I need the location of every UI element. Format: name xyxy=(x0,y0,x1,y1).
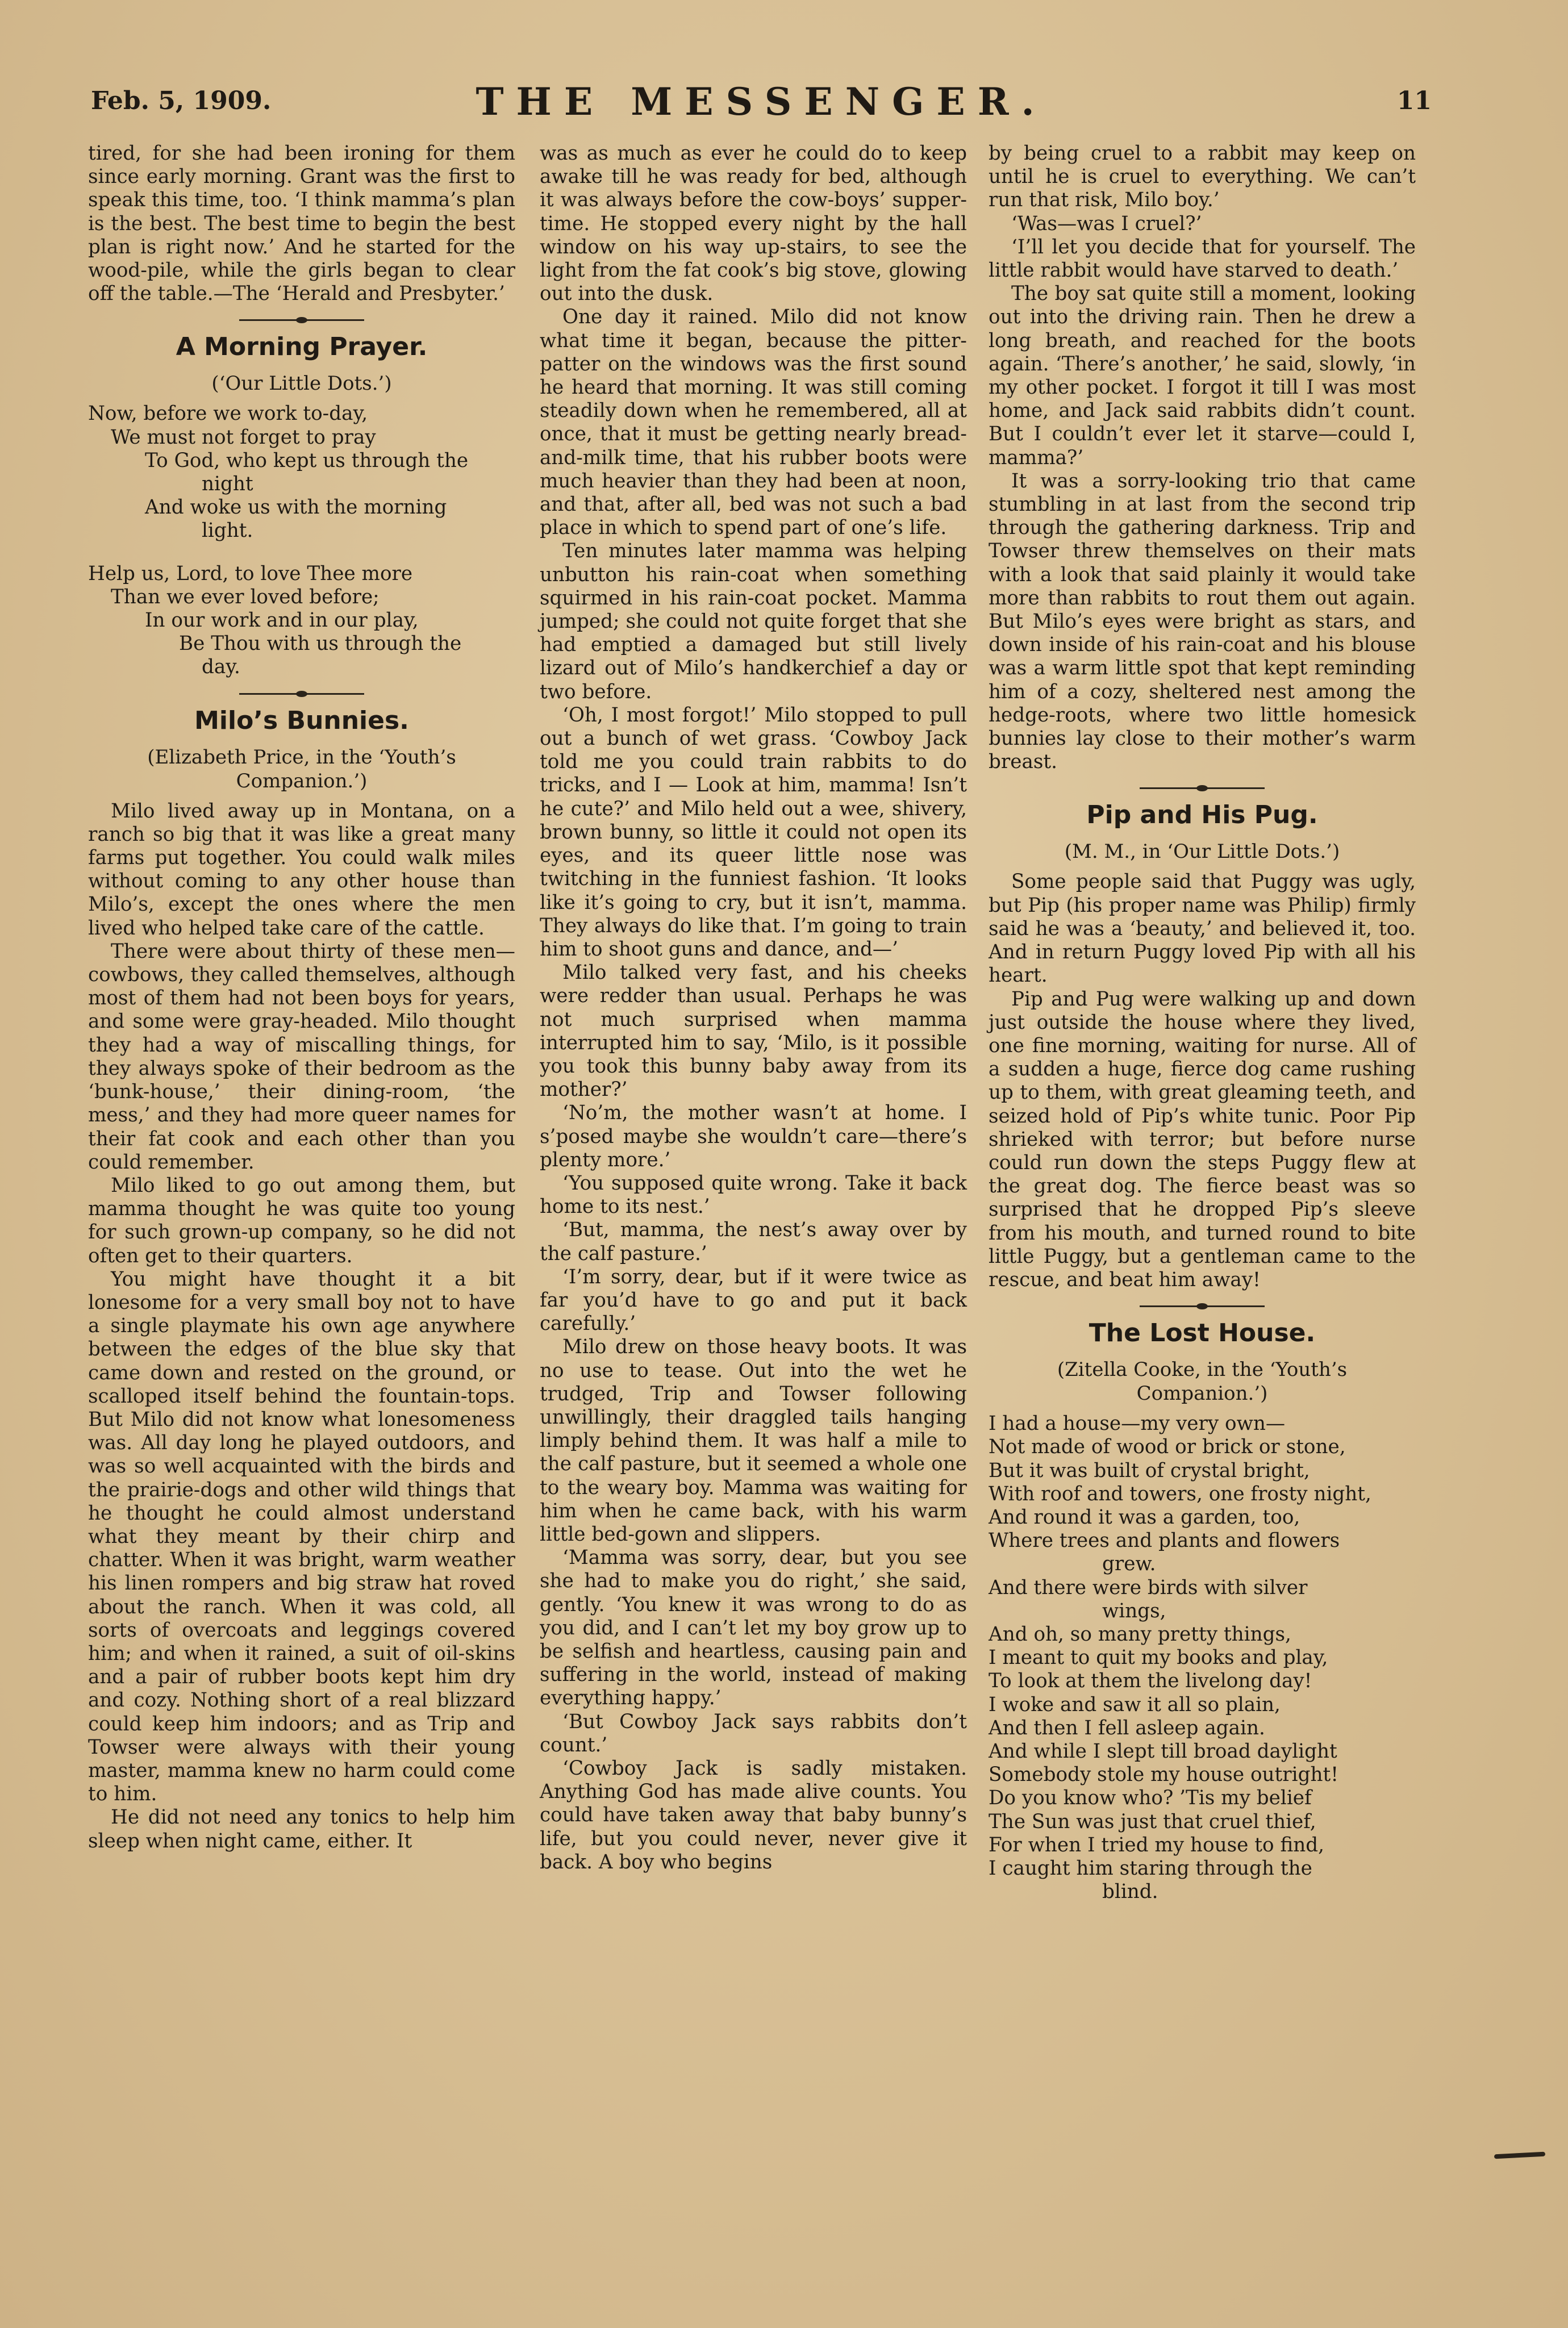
poem-line: In our work and in our play, xyxy=(145,609,419,632)
paragraph: Milo talked very fast, and his cheeks were redder than usual. Perhaps he was not much surprised when mamma interrupted him to say, ‘Milo, is it possible you took this bunny baby away from its mother?’ xyxy=(540,961,967,1102)
article-source: (Elizabeth Price, in the ‘Youth’s Companion.’) xyxy=(147,745,456,792)
poem-line: wings, xyxy=(1102,1599,1166,1622)
poem-line: Than we ever loved before; xyxy=(111,585,380,608)
poem-line: blind. xyxy=(1102,1880,1158,1904)
article-title-morning-prayer: A Morning Prayer. xyxy=(176,332,428,362)
column-3 xyxy=(989,142,1416,1904)
section-divider xyxy=(239,316,364,324)
article-source: (Zitella Cooke, in the ‘Youth’s Companion.’) xyxy=(1057,1358,1348,1405)
poem-line: Be Thou with us through the xyxy=(179,632,462,656)
poem-line: Do you know who? ’Tis my belief xyxy=(989,1787,1312,1810)
poem-line: Help us, Lord, to love Thee more xyxy=(88,562,413,585)
poem-line: I meant to quit my books and play, xyxy=(989,1646,1328,1670)
stanza-gap xyxy=(88,543,515,562)
poem-line: Somebody stole my house outright! xyxy=(989,1763,1338,1787)
paragraph: was as much as ever he could do to keep awake till he was ready for bed, although it was always before the cow-boys’ supper-time. He stopped every night by the hall window on his way up-stairs, to see the light from the fat cook’s big stove, glowing out into the dusk. xyxy=(540,142,967,306)
paragraph: ‘Mamma was sorry, dear, but you see she had to make you do right,’ she said, gently. ‘You knew it was wrong to do as you did, and I can’t let my boy grow up to be selfish and heartless, causing pain and suffering in the world, instead of making everything happy.’ xyxy=(540,1546,967,1710)
poem-line: And oh, so many pretty things, xyxy=(989,1622,1291,1646)
poem-line: And round it was a garden, too, xyxy=(989,1505,1300,1529)
poem-line: For when I tried my house to find, xyxy=(989,1833,1325,1856)
paragraph: It was a sorry-looking trio that came stumbling in at last from the second trip through the gathering darkness. Trip and Towser threw themselves on their mats with a look that said plainly it would take more than rabbits to rout them out again. But Milo’s eyes were bright as stars, and down inside of his rain-coat and his blouse was a warm little spot that kept reminding him of a cozy, sheltered nest among the hedge-roots, where two little homesick bunnies lay close to their mother’s warm breast. xyxy=(989,469,1416,774)
poem-line: Now, before we work to-day, xyxy=(88,402,368,425)
poem-line: The Sun was just that cruel thief, xyxy=(989,1810,1316,1833)
article-source: (M. M., in ‘Our Little Dots.’) xyxy=(1064,840,1340,863)
paragraph: Some people said that Puggy was ugly, but Pip (his proper name was Philip) firmly said he was a ‘beauty,’ and believed it, too. And in return Puggy loved Pip with all his heart. xyxy=(989,870,1416,987)
column-1 xyxy=(88,142,515,1853)
paragraph: You might have thought it a bit lonesome for a very small boy not to have a single playmate his own age anywhere between the edges of the blue sky that came down and rested on the ground, or scalloped itself behind the fountain-tops. But Milo did not know what lonesomeness was. All day long he played outdoors, and was so well acquainted with the birds and the prairie-dogs and other wild things that he thought he could almost understand what they meant by their chirp and chatter. When it was bright, warm weather his linen rompers and big straw hat roved about the ranch. When it was cold, all sorts of overcoats and leggings covered him; and when it rained, a suit of oil-skins and a pair of rubber boots kept him dry and cozy. Nothing short of a real blizzard could keep him indoors; and as Trip and Towser were always with their young master, mamma knew no harm could come to him. xyxy=(88,1267,515,1806)
poem-line: Where trees and plants and flowers xyxy=(989,1529,1340,1553)
end-dash-mark xyxy=(1494,2152,1545,2159)
section-divider xyxy=(1140,784,1265,792)
article-title-milos-bunnies: Milo’s Bunnies. xyxy=(194,706,409,735)
poem-line: I woke and saw it all so plain, xyxy=(989,1693,1281,1716)
poem-line: To God, who kept us through the xyxy=(145,449,469,472)
poem-line: grew. xyxy=(1102,1553,1156,1576)
article-title-the-lost-house: The Lost House. xyxy=(1089,1319,1316,1348)
paragraph: Milo drew on those heavy boots. It was no use to tease. Out into the wet he trudged, Trip and Towser following unwillingly, their draggled tails hanging limply behind them. It was half a mile to the calf pasture, but it seemed a whole one to the weary boy. Mamma was waiting for him when he came back, with his warm little bed-gown and slippers. xyxy=(540,1336,967,1546)
poem-line: With roof and towers, one frosty night, xyxy=(989,1482,1371,1505)
poem-line: I had a house—my very own— xyxy=(989,1412,1286,1436)
paragraph: by being cruel to a rabbit may keep on until he is cruel to everything. We can’t run that risk, Milo boy.’ xyxy=(989,142,1416,212)
paragraph: Milo lived away up in Montana, on a ranch so big that it was like a great many farms put together. You could walk miles without coming to any other house than Milo’s, except the ones where the men lived who helped take care of the cattle. xyxy=(88,799,515,940)
section-divider xyxy=(239,690,364,698)
poem-line: I caught him staring through the xyxy=(989,1857,1312,1880)
poem-line: light. xyxy=(202,519,253,543)
paragraph: ‘Was—was I cruel?’ xyxy=(1011,212,1202,235)
article-title-pip-and-his-pug: Pip and His Pug. xyxy=(1086,800,1318,830)
paragraph: ‘You supposed quite wrong. Take it back home to its nest.’ xyxy=(540,1171,967,1219)
paragraph: ‘Cowboy Jack is sadly mistaken. Anything God has made alive counts. You could have taken away that baby bunny’s life, but you could never, never give it back. A boy who begins xyxy=(540,1757,967,1874)
issue-date: Feb. 5, 1909. xyxy=(91,86,272,115)
poem-line: And woke us with the morning xyxy=(145,496,447,519)
column-2 xyxy=(540,142,967,1874)
page-number: 11 xyxy=(1396,86,1432,115)
paragraph: tired, for she had been ironing for them since early morning. Grant was the first to speak this time, too. ‘I think mamma’s plan is the best. The best time to begin the best plan is right now.’ And he started for the wood-pile, while the girls began to clear off the table.—The ‘Herald and Presbyter.’ xyxy=(88,142,515,306)
paragraph: ‘I’m sorry, dear, but if it were twice as far you’d have to go and put it back carefully.’ xyxy=(540,1265,967,1336)
paragraph: The boy sat quite still a moment, looking out into the driving rain. Then he drew a long breath, and reached for the boots again. ‘There’s another,’ he said, slowly, ‘in my other pocket. I forgot it till I was most home, and Jack said rabbits didn’t count. But I couldn’t ever let it starve—could I, mamma?’ xyxy=(989,282,1416,469)
poem-line: And then I fell asleep again. xyxy=(989,1716,1265,1739)
poem-line: Not made of wood or brick or stone, xyxy=(989,1436,1346,1459)
paragraph: ‘I’ll let you decide that for yourself. The little rabbit would have starved to death.’ xyxy=(989,235,1416,282)
paragraph: There were about thirty of these men—cowbows, they called themselves, although most of them had not been boys for years, and some were gray-headed. Milo thought they had a way of miscalling things, for they always spoke of their bedroom as the ‘bunk-house,’ their dining-room, ‘the mess,’ and they had more queer names for their fat cook and each other than you could remember. xyxy=(88,940,515,1174)
poem-line: We must not forget to pray xyxy=(111,425,376,449)
poem-the-lost-house xyxy=(989,1412,1416,1904)
poem-line: night xyxy=(202,473,253,496)
poem-line: But it was built of crystal bright, xyxy=(989,1459,1310,1482)
paragraph: ‘But Cowboy Jack says rabbits don’t count.’ xyxy=(540,1710,967,1757)
poem-morning-prayer xyxy=(88,402,515,679)
paragraph: ‘No’m, the mother wasn’t at home. I s’posed maybe she wouldn’t care—there’s plenty more.’ xyxy=(540,1102,967,1171)
poem-line: And there were birds with silver xyxy=(989,1576,1308,1599)
page-header xyxy=(91,80,1432,131)
poem-line: day. xyxy=(202,656,240,679)
paragraph: ‘Oh, I most forgot!’ Milo stopped to pull out a bunch of wet grass. ‘Cowboy Jack told me you could train rabbits to do tricks, and I — Look at him, mamma! Isn’t he cute?’ and Milo held out a wee, shivery, brown bunny, so little it could not open its eyes, and its queer little nose was twitching in the funniest fashion. ‘It looks like it’s going to cry, but it isn’t, mamma. They always do like that. I’m going to train him to shoot guns and dance, and—’ xyxy=(540,703,967,961)
paragraph: ‘But, mamma, the nest’s away over by the calf pasture.’ xyxy=(540,1219,967,1265)
poem-line: And while I slept till broad daylight xyxy=(989,1739,1337,1763)
paragraph: Ten minutes later mamma was helping unbutton his rain-coat when something squirmed in his rain-coat pocket. Mamma jumped; she could not quite forget that she had emptied a damaged but still lively lizard out of Milo’s handkerchief a day or two before. xyxy=(540,540,967,703)
paragraph: Pip and Pug were walking up and down just outside the house where they lived, one fine morning, waiting for nurse. All of a sudden a huge, fierce dog came rushing up to them, with great gleaming teeth, and seized hold of Pip’s white tunic. Poor Pip shrieked with terror; but before nurse could run down the steps Puggy flew at the great dog. The fierce beast was so surprised that he dropped Pip’s sleeve from his mouth, and turned round to bite little Puggy, but a gentleman came to the rescue, and beat him away! xyxy=(989,987,1416,1291)
paragraph: Milo liked to go out among them, but mamma thought he was quite too young for such grown-up company, so he did not often get to their quarters. xyxy=(88,1174,515,1267)
section-divider xyxy=(1140,1302,1265,1310)
paragraph: One day it rained. Milo did not know what time it began, because the pitter-patter on the windows was the first sound he heard that morning. It was still coming steadily down when he remembered, all at once, that it must be getting nearly bread-and-milk time, that his rubber boots were much heavier than they had been at noon, and that, after all, bed was not such a bad place in which to spend part of one’s life. xyxy=(540,306,967,540)
article-source: (‘Our Little Dots.’) xyxy=(211,372,392,395)
poem-line: To look at them the livelong day! xyxy=(989,1670,1312,1693)
paragraph: He did not need any tonics to help him sleep when night came, either. It xyxy=(88,1806,515,1853)
masthead: THE MESSENGER. xyxy=(476,80,1047,124)
